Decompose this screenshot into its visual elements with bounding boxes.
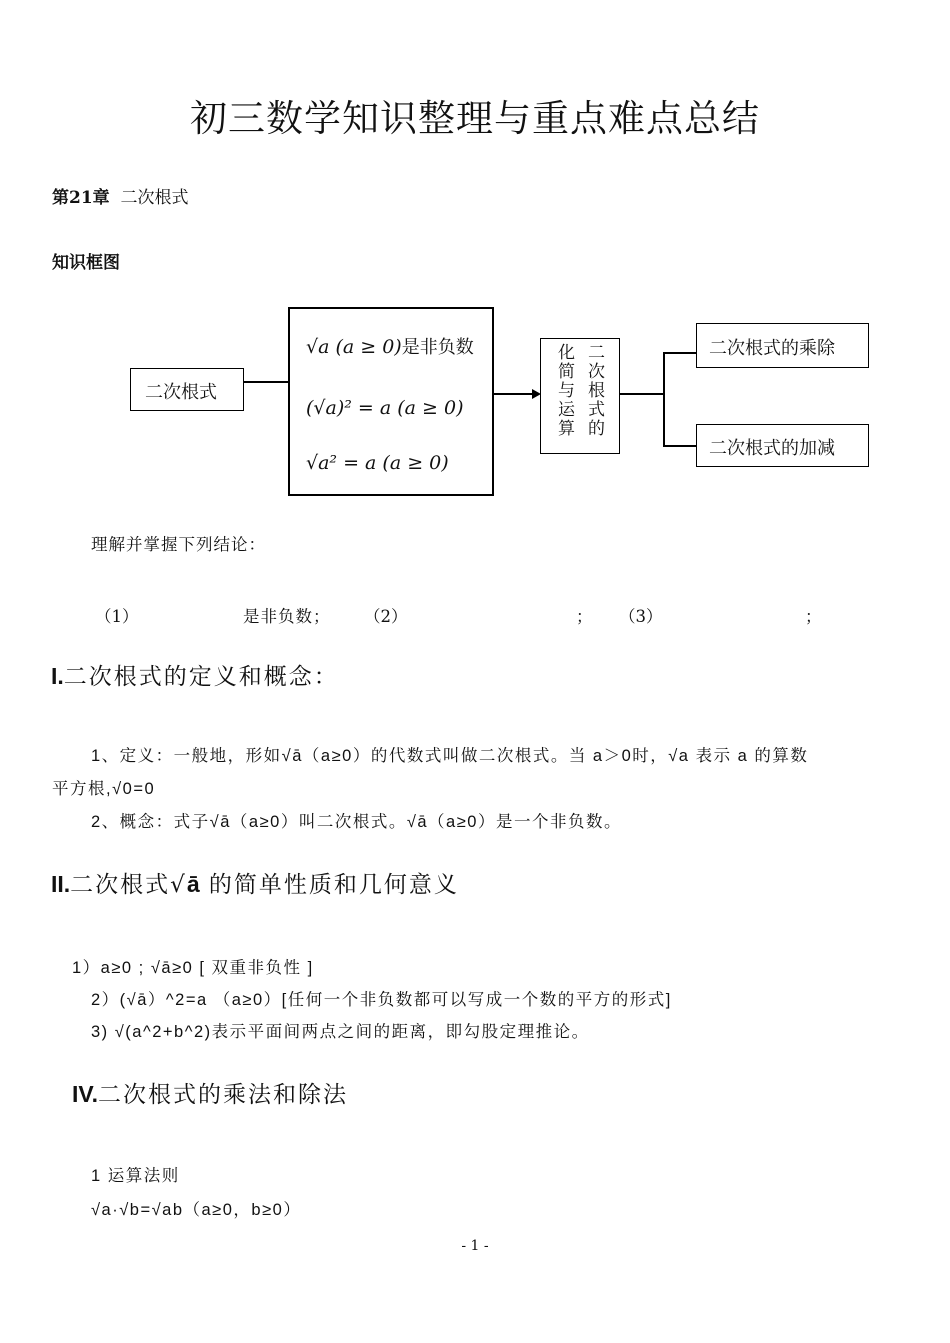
property-2: (√a)² = a (a ≥ 0) [306,397,464,419]
section-2-numeral: II. [51,871,71,897]
conclusion-1-tail: 是非负数； [243,607,331,626]
simplify-col1: 化简与运算 [554,343,574,438]
section-4-numeral: IV. [72,1081,99,1107]
property-1-math: √a (a ≥ 0) [306,336,402,358]
property-3: √a² = a (a ≥ 0) [306,452,449,474]
section-1-heading [51,658,339,691]
section-2-item1: 1）a≥0 ; √ā≥0 [ 双重非负性 ] [72,959,314,977]
section-2-item3: 3) √(a^2+b^2)表示平面间两点之间的距离，即勾股定理推论。 [91,1023,590,1041]
section-1-title: 二次根式的定义和概念： [63,664,339,690]
chapter-name: 二次根式 [120,188,189,208]
connector-branch-bottom [663,445,697,447]
property-1 [306,333,474,359]
connector-root [244,381,289,383]
diagram-branch2-box [696,424,869,467]
diagram-properties-box [288,307,494,496]
diagram-root-label: 二次根式 [145,382,217,403]
conclusion-1: （1） [95,607,139,626]
section-2-title-a: 二次根式√ [70,872,187,898]
conclusion-2: （2） [364,607,408,626]
branch2-label: 二次根式的加减 [709,438,835,459]
conclusion-3: （3） [619,607,663,626]
chapter-number: 第21章 [52,188,110,208]
simplify-col2: 二次根式的 [584,343,604,438]
section-2-title-b: 的简单性质和几何意义 [199,872,459,898]
section-2-item2: 2）(√ā）^2=a （a≥0）[任何一个非负数都可以写成一个数的平方的形式] [91,991,672,1009]
conclusion-2-tail: ； [576,607,593,626]
framework-heading: 知识框图 [52,253,120,273]
section-4-rule: √a·√b=√ab（a≥0，b≥0） [91,1201,302,1219]
section-4-rule-heading: 1 运算法则 [91,1167,180,1185]
arrow-line [494,393,536,395]
conclusion-3-tail: ； [805,607,822,626]
diagram-branch1-box [696,323,869,368]
chapter-heading [52,183,188,208]
section-1-numeral: I. [51,663,64,689]
section-4-title: 二次根式的乘法和除法 [98,1082,349,1108]
connector-simplify [620,393,664,395]
intro-text: 理解并掌握下列结论： [91,535,266,554]
page-title: 初三数学知识整理与重点难点总结 [190,97,760,140]
section-4-heading [72,1076,348,1109]
property-1-suffix: 是非负数 [401,337,474,358]
section-1-line1b: 平方根,√0=0 [52,780,156,798]
section-1-line1: 1、定义：一般地，形如√ā（a≥0）的代数式叫做二次根式。当 a＞0时，√a 表示 a 的算数 [91,747,809,765]
diagram-simplify-box [540,338,620,454]
section-2-title-symbol: ā [186,871,200,897]
connector-branch-top [663,352,697,354]
section-1-line2: 2、概念：式子√ā（a≥0）叫二次根式。√ā（a≥0）是一个非负数。 [91,813,622,831]
branch1-label: 二次根式的乘除 [709,338,835,359]
section-2-heading [51,866,459,899]
diagram-root-box [130,368,244,411]
page-number: - 1 - [461,1238,489,1254]
connector-branch-vertical [663,352,665,446]
